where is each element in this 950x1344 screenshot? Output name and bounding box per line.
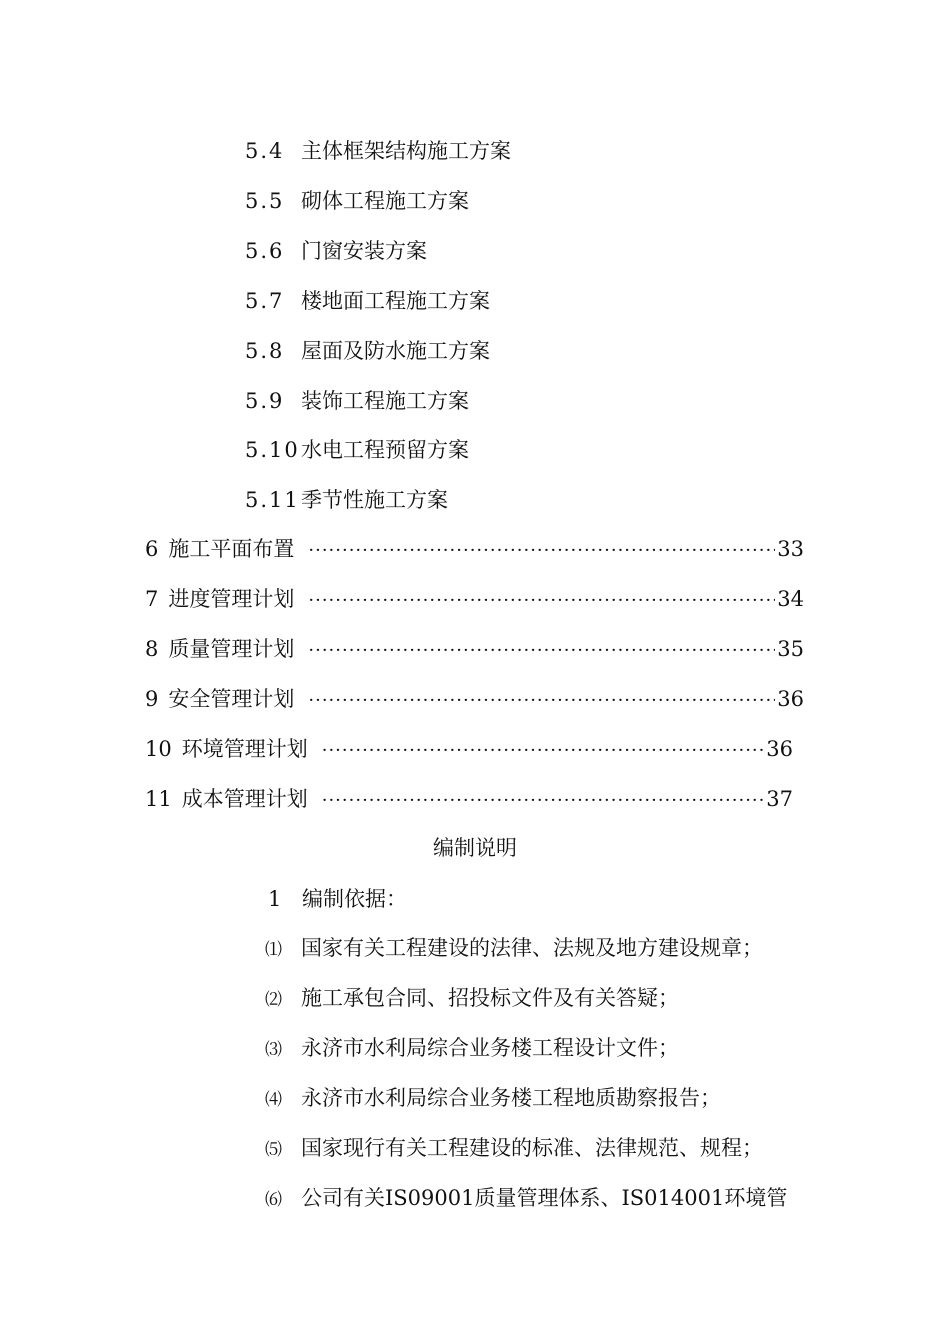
subsection-number: 5.8 (245, 339, 285, 363)
subsection-number: 5.11 (245, 488, 300, 512)
toc-leader-dots (308, 686, 775, 716)
list-item-marker: ⑷ (265, 1090, 282, 1110)
list-item-marker: ⑸ (265, 1140, 282, 1160)
toc-entry[interactable] (145, 684, 804, 714)
subsection-number: 5.7 (245, 289, 285, 313)
toc-leader-dots (308, 636, 775, 666)
list-item (265, 1083, 721, 1113)
list-item (265, 1183, 787, 1213)
list-item (265, 1033, 679, 1063)
subsection-title: 门窗安装方案 (301, 239, 427, 263)
toc-page-number: 33 (777, 537, 804, 561)
subsection-entry (245, 286, 490, 316)
list-item-marker: ⑴ (265, 940, 282, 960)
list-item-text: 永济市水利局综合业务楼工程地质勘察报告； (301, 1086, 721, 1110)
section-heading: 编制说明 (433, 836, 517, 860)
subsection-number: 5.10 (245, 438, 300, 462)
subsection-number: 5.6 (245, 239, 285, 263)
basis-header (268, 884, 407, 914)
toc-page-number: 36 (777, 687, 804, 711)
toc-title: 质量管理计划 (168, 637, 295, 661)
toc-number: 6 (145, 537, 159, 561)
list-item-text: 国家现行有关工程建设的标准、法律规范、规程； (301, 1136, 763, 1160)
toc-title: 环境管理计划 (181, 737, 308, 761)
toc-leader-dots (308, 586, 775, 616)
subsection-number: 5.4 (245, 139, 285, 163)
toc-page-number: 37 (766, 787, 793, 811)
list-item-text: 施工承包合同、招投标文件及有关答疑； (301, 986, 679, 1010)
list-item-text: 国家有关工程建设的法律、法规及地方建设规章； (301, 936, 763, 960)
toc-number: 10 (145, 737, 172, 761)
list-item (265, 1133, 763, 1163)
subsection-entry (245, 435, 469, 465)
subsection-entry (245, 236, 427, 266)
toc-entry[interactable] (145, 734, 793, 764)
toc-page-number: 36 (766, 737, 793, 761)
subsection-entry (245, 336, 490, 366)
toc-number: 11 (145, 787, 172, 811)
subsection-title: 装饰工程施工方案 (301, 389, 469, 413)
toc-title: 成本管理计划 (181, 787, 308, 811)
toc-entry[interactable] (145, 584, 804, 614)
toc-leader-dots (322, 786, 765, 816)
subsection-number: 5.9 (245, 389, 285, 413)
subsection-title: 楼地面工程施工方案 (301, 289, 490, 313)
toc-title: 进度管理计划 (168, 587, 295, 611)
toc-leader-dots (322, 736, 765, 766)
subsection-number: 5.5 (245, 189, 285, 213)
subsection-title: 砌体工程施工方案 (301, 189, 469, 213)
toc-number: 9 (145, 687, 159, 711)
list-item (265, 983, 679, 1013)
subsection-entry (245, 485, 448, 515)
subsection-title: 季节性施工方案 (301, 488, 448, 512)
toc-entry[interactable] (145, 784, 793, 814)
list-item (265, 933, 763, 963)
list-item-text: 公司有关IS09001质量管理体系、IS014001环境管 (301, 1186, 788, 1210)
list-item-marker: ⑶ (265, 1040, 282, 1060)
subsection-title: 主体框架结构施工方案 (301, 139, 511, 163)
basis-number: 1 (268, 887, 282, 911)
subsection-entry (245, 386, 469, 416)
subsection-entry (245, 136, 511, 166)
toc-entry[interactable] (145, 534, 804, 564)
toc-entry[interactable] (145, 634, 804, 664)
toc-title: 施工平面布置 (168, 537, 295, 561)
subsection-entry (245, 186, 469, 216)
toc-page-number: 34 (777, 587, 804, 611)
toc-page-number: 35 (777, 637, 804, 661)
subsection-title: 屋面及防水施工方案 (301, 339, 490, 363)
subsection-title: 水电工程预留方案 (301, 438, 469, 462)
basis-title: 编制依据： (302, 887, 407, 911)
list-item-marker: ⑵ (265, 990, 282, 1010)
toc-title: 安全管理计划 (168, 687, 295, 711)
list-item-text: 永济市水利局综合业务楼工程设计文件； (301, 1036, 679, 1060)
toc-leader-dots (308, 536, 775, 566)
list-item-marker: ⑹ (265, 1190, 282, 1210)
toc-number: 8 (145, 637, 159, 661)
toc-number: 7 (145, 587, 159, 611)
